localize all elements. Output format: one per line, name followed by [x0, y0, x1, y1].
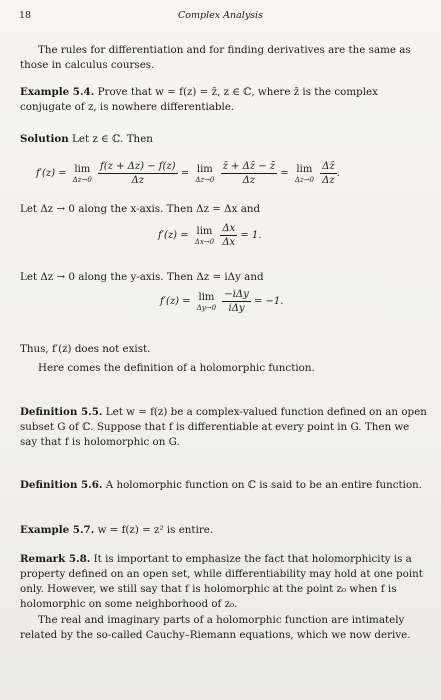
eq3-fraction: $\frac{\text{−iΔy}}{\text{iΔy}}$	[224, 289, 249, 314]
solution-label: Solution	[20, 133, 69, 145]
eq1-limit-3: lim Δz→0	[294, 163, 314, 184]
solution	[20, 132, 427, 147]
definition-5-5-label: Definition 5.5.	[20, 406, 103, 418]
definition-5-5-text: Let w = f(z) be a complex-valued function defined on an open subset G of ℂ. Suppose that f is differentiable at every point in G. Then we say that f is holomorphic on G.	[20, 406, 427, 448]
here-comes-text: Here comes the definition of a holomorphic function.	[38, 362, 315, 374]
eq3-limit: lim Δy→0	[196, 291, 217, 312]
eq2-lhs: f′(z) =	[158, 230, 189, 241]
example-5-4-text: Prove that w = f(z) = z̄, z ∈ ℂ, where z̄ is the complex conjugate of z, is nowhere differentiable.	[20, 86, 378, 113]
eq1-fraction-2: $\frac{z̄ + \Delta z̄ - z̄}{\Delta z}$	[222, 161, 276, 186]
remark-5-8-text: It is important to emphasize the fact that holomorphicity is a property defined on an open set, while differentiability may hold at one point only. However, we still say that f is holomorphic at the point z₀ when f is holomorphic on some neighborhood of z₀.	[20, 553, 423, 610]
eq1-equals-1: =	[180, 168, 190, 179]
example-5-4-label: Example 5.4.	[20, 86, 95, 98]
eq1-limit-1: lim Δz→0	[72, 163, 92, 184]
example-5-7	[20, 523, 427, 538]
eq2-limit: lim Δx→0	[194, 225, 215, 246]
definition-5-6-text: A holomorphic function on ℂ is said to be an entire function.	[105, 479, 423, 491]
eq1-end: .	[336, 168, 340, 179]
eq1-fraction-1: $\frac{f(z + \Delta z) - f(z)}{\Delta z}$	[100, 161, 176, 186]
eq1-fraction-3: $\frac{\Delta z̄}{\Delta z}$	[322, 161, 335, 186]
along-x-axis-text: Let Δz → 0 along the x-axis. Then Δz = Δx and	[20, 203, 261, 215]
solution-text: Let z ∈ ℂ. Then	[72, 133, 153, 145]
eq1-limit-2: lim Δz→0	[195, 163, 215, 184]
eq3-lhs: f′(z) =	[160, 296, 191, 307]
eq1-equals-2: =	[280, 168, 289, 179]
remark-5-8	[20, 552, 427, 612]
remark-5-8-label: Remark 5.8.	[20, 553, 91, 565]
definition-5-6	[20, 478, 427, 493]
equation-x-axis	[158, 222, 261, 249]
equation-y-axis	[160, 288, 283, 315]
eq2-fraction: $\frac{\Delta x}{\Delta x}$	[222, 223, 236, 248]
thus-text: Thus, f′(z) does not exist.	[20, 343, 151, 355]
eq2-rhs: = 1.	[240, 230, 262, 241]
example-5-4	[20, 85, 427, 115]
eq3-rhs: = −1.	[253, 296, 284, 307]
definition-5-6-label: Definition 5.6.	[20, 479, 103, 491]
eq1-lhs: f′(z) =	[36, 168, 67, 179]
page-number: 18	[19, 10, 32, 21]
definition-5-5	[20, 405, 427, 450]
final-paragraph: The real and imaginary parts of a holomorphic function are intimately related by the so-called Cauchy–Riemann equations, which we now derive.	[20, 614, 411, 641]
along-y-axis-text: Let Δz → 0 along the y-axis. Then Δz = iΔy and	[20, 271, 264, 283]
running-head: Complex Analysis	[178, 10, 263, 21]
equation-derivative-limit	[36, 160, 340, 187]
example-5-7-label: Example 5.7.	[20, 524, 95, 536]
intro-paragraph: The rules for differentiation and for finding derivatives are the same as those in calculus courses.	[20, 44, 411, 71]
example-5-7-text: w = f(z) = z² is entire.	[97, 524, 214, 536]
